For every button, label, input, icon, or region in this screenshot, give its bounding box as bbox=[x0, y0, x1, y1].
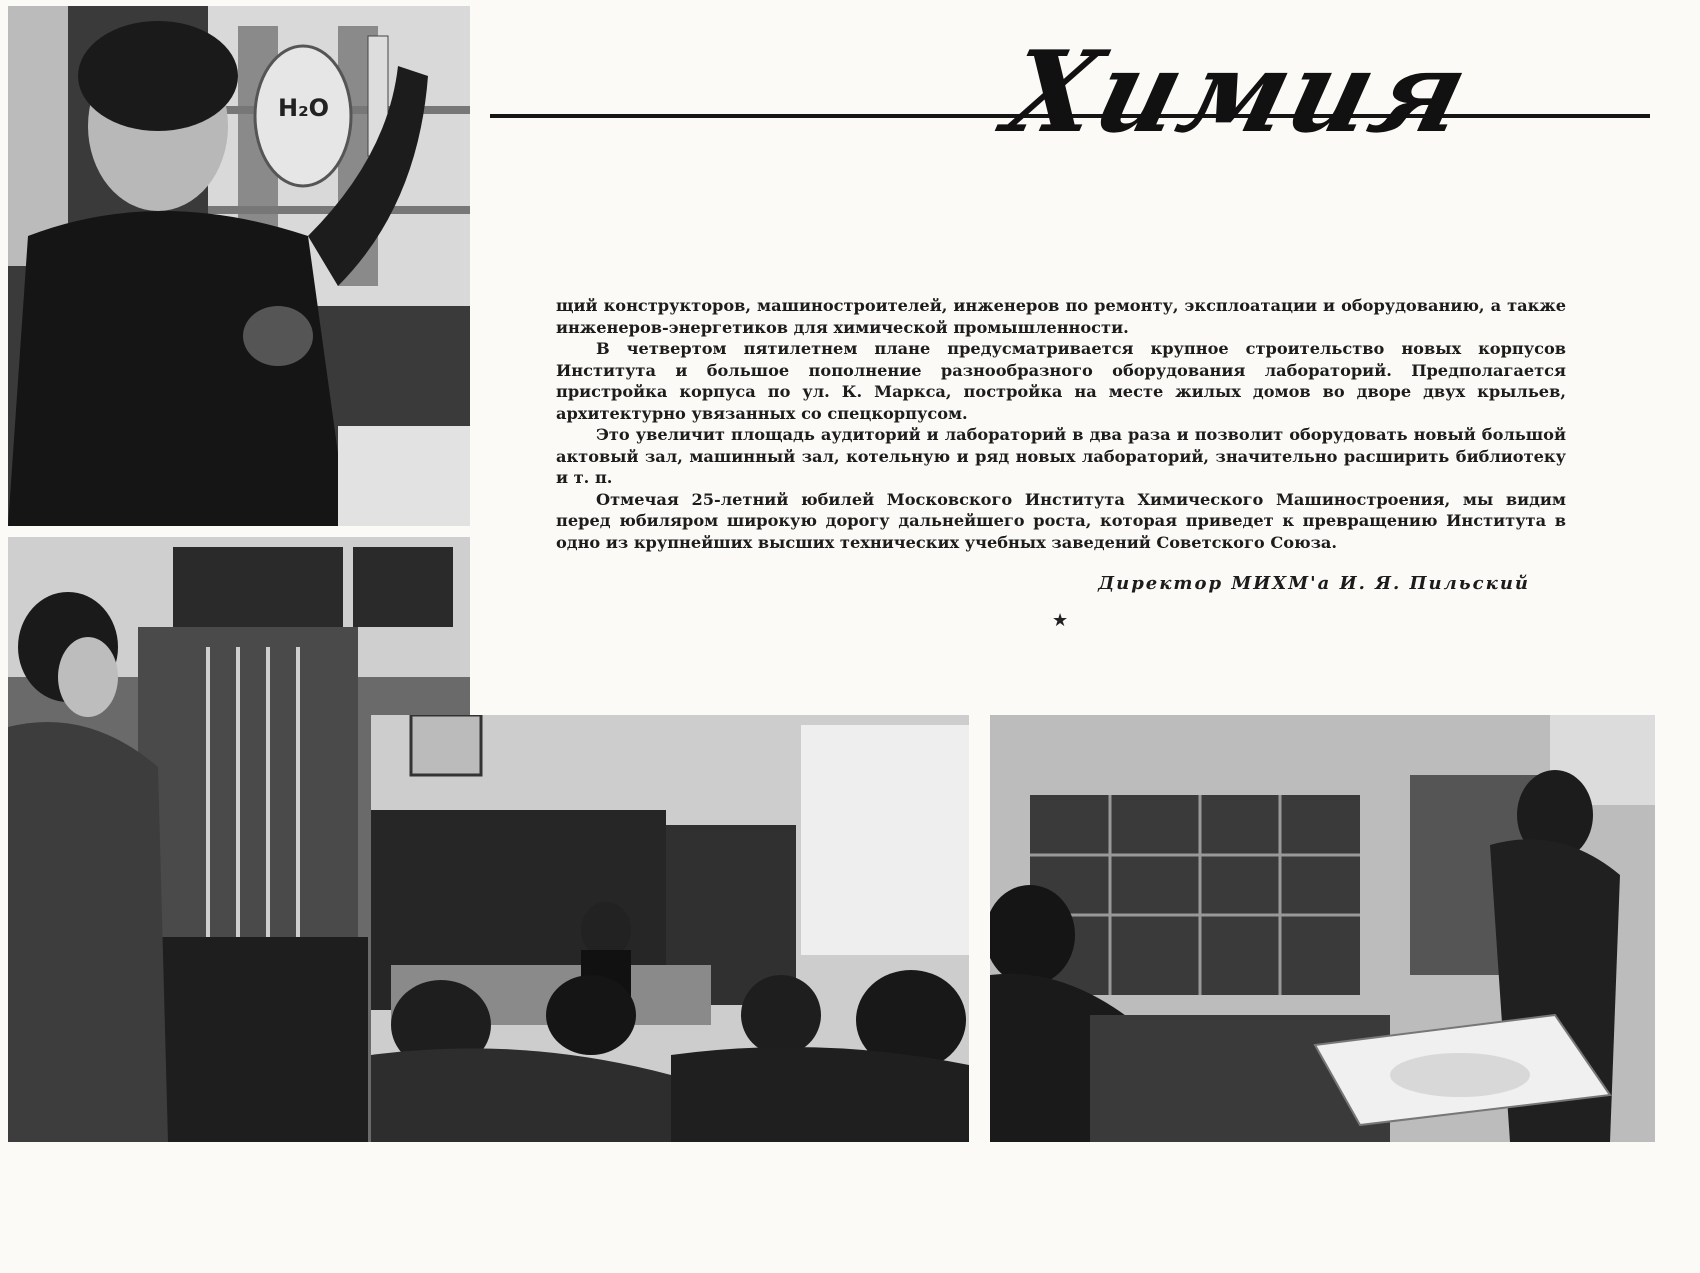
photo-classroom-lecture bbox=[371, 715, 969, 1142]
star-icon: ★ bbox=[1052, 610, 1069, 631]
photo-laboratory-sink bbox=[990, 715, 1655, 1142]
h2o-bottle-label: H₂O bbox=[278, 94, 329, 122]
article-paragraph: Это увеличит площадь аудиторий и лабораторий в два раза и позволит оборудовать новый большой актовый зал, машинный зал, котельную и ряд новых лабораторий, значительно расширить библиотеку и т. п. bbox=[556, 425, 1566, 487]
article-body bbox=[556, 295, 1566, 553]
photo-woman-with-flask bbox=[8, 6, 470, 526]
article-paragraph: В четвертом пятилетнем плане предусматривается крупное строительство новых корпусов Института и большое пополнение разнообразного оборудования лабораторий. Предполагается пристройка корпуса по ул. К. Маркса, постройка на месте жилых домов во дворе двух крыльев, архитектурно увязанных со спецкорпусом. bbox=[556, 339, 1566, 423]
page-title: Химия bbox=[993, 27, 1482, 158]
article-paragraph: щий конструкторов, машиностроителей, инженеров по ремонту, эксплоатации и оборудованию, а также инженеров-энергетиков для химической промышленности. bbox=[556, 296, 1566, 337]
article-paragraph: Отмечая 25-летний юбилей Московского Института Химического Машиностроения, мы видим перед юбиляром широкую дорогу дальнейшего роста, которая приведет к превращению Института в одно из крупнейших высших технических учебных заведений Советского Союза. bbox=[556, 489, 1566, 552]
author-signature: Директор МИХМ'а И. Я. Пильский bbox=[1098, 573, 1530, 594]
